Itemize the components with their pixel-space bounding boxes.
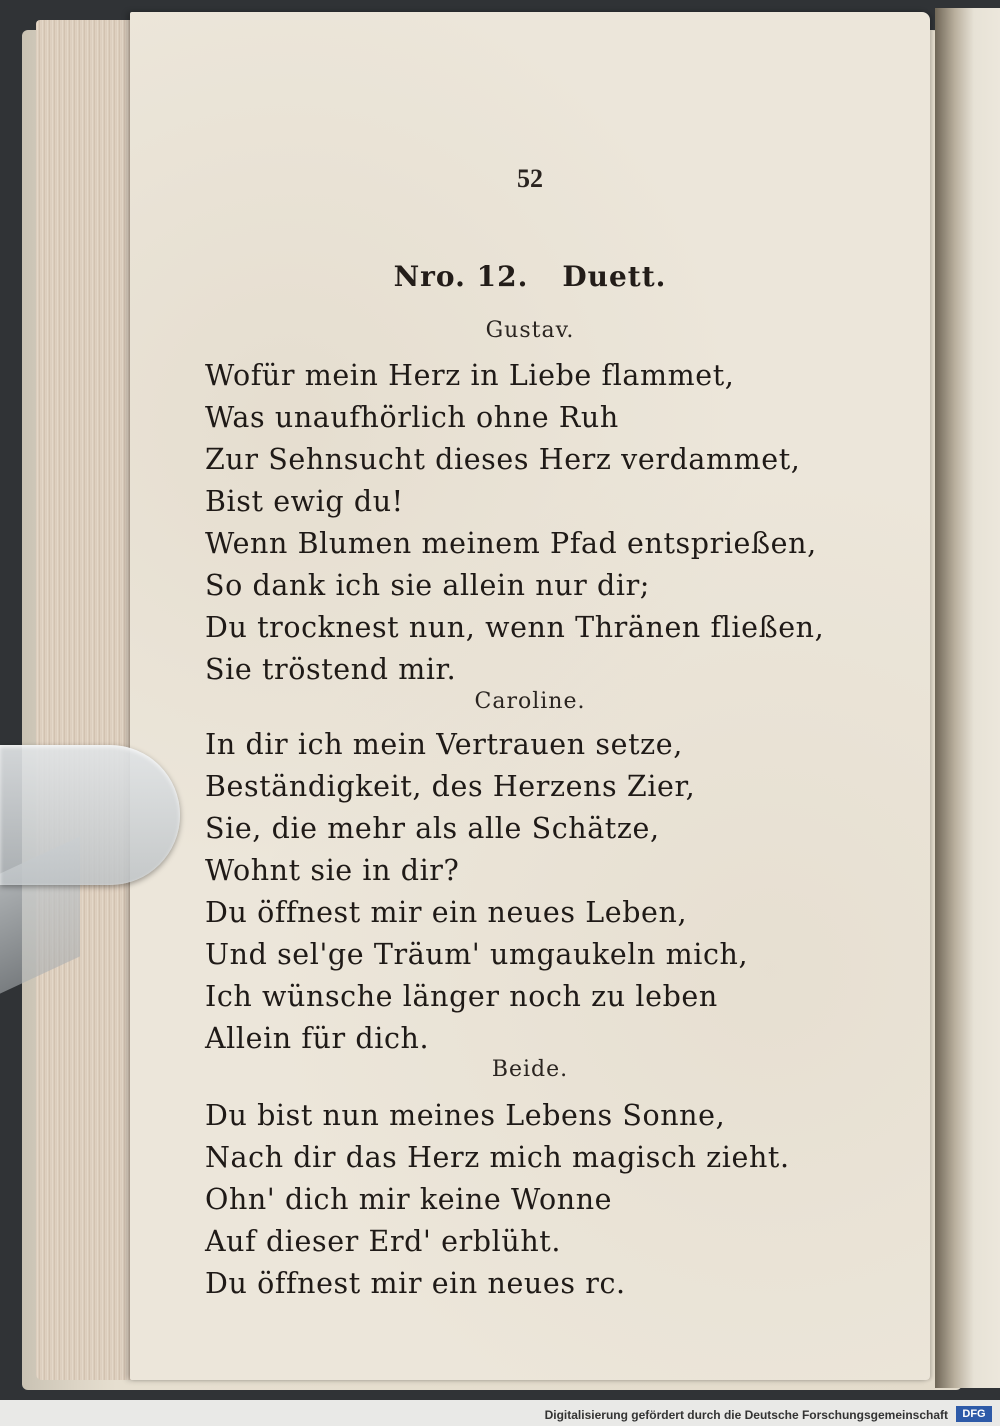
verse-line: Beständigkeit, des Herzens Zier, [205,770,696,803]
verse-block-gustav [205,355,905,691]
verse-line: Wenn Blumen meinem Pfad entsprießen, [205,527,817,560]
verse-line: Wofür mein Herz in Liebe flammet, [205,359,735,392]
verse-line: Du bist nun meines Lebens Sonne, [205,1099,726,1132]
verse-line: Ich wünsche länger noch zu leben [205,980,718,1013]
verse-line: Was unaufhörlich ohne Ruh [205,401,619,434]
verse-block-caroline [205,724,905,1060]
verse-line: Du öffnest mir ein neues Leben, [205,896,688,929]
verse-line: Sie, die mehr als alle Schätze, [205,812,660,845]
verse-line: In dir ich mein Vertrauen setze, [205,728,683,761]
verse-line: Wohnt sie in dir? [205,854,460,887]
verse-line: Zur Sehnsucht dieses Herz verdammet, [205,443,801,476]
speaker-gustav: Gustav. [485,318,575,343]
page-weight-clip [0,745,180,885]
dfg-logo: DFG [956,1406,992,1422]
verse-line: Sie tröstend mir. [205,653,457,686]
verse-line: Bist ewig du! [205,485,404,518]
verse-line: Du öffnest mir ein neues rc. [205,1267,626,1300]
verse-line: Ohn' dich mir keine Wonne [205,1183,613,1216]
funding-notice: Digitalisierung gefördert durch die Deutsche Forschungsgemeinschaft [544,1408,948,1422]
page-number: 52 [517,164,543,193]
verse-line: Nach dir das Herz mich magisch zieht. [205,1141,790,1174]
verse-line: Und sel'ge Träum' umgaukeln mich, [205,938,749,971]
footer-bar [0,1402,1000,1426]
book-page [130,12,930,1380]
heading-number: Nro. 12. [393,260,529,293]
verse-line: So dank ich sie allein nur dir; [205,569,651,602]
verse-line: Du trocknest nun, wenn Thränen fließen, [205,611,825,644]
speaker-caroline: Caroline. [474,689,586,714]
verse-line: Allein für dich. [205,1022,430,1055]
verse-block-beide [205,1095,905,1305]
verse-line: Auf dieser Erd' erblüht. [205,1225,561,1258]
speaker-beide: Beide. [491,1057,569,1082]
section-heading [130,260,930,293]
heading-title: Duett. [562,260,667,293]
